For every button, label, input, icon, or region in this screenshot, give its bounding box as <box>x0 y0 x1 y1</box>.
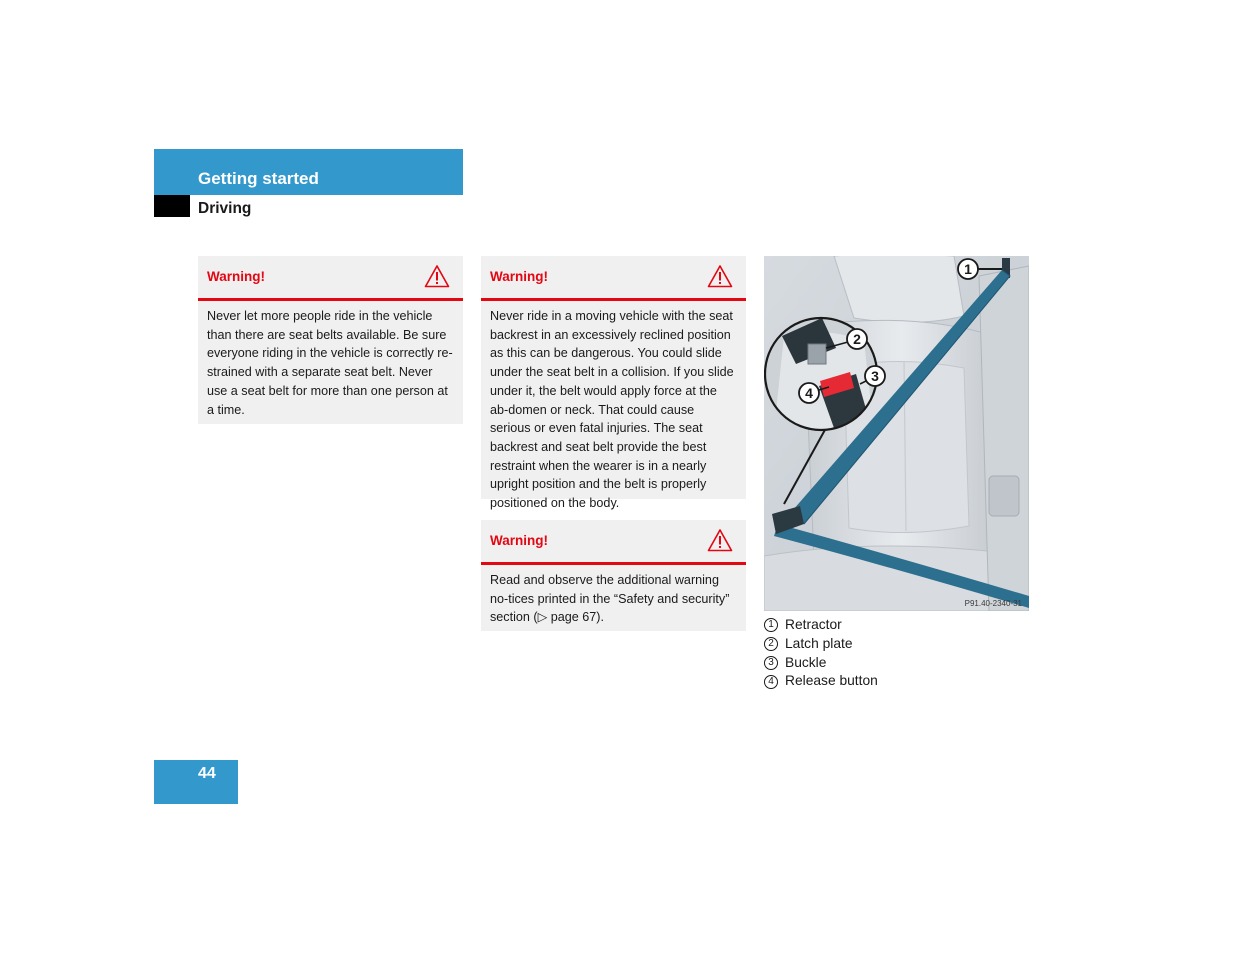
subsection-marker <box>154 195 190 217</box>
legend-label: Retractor <box>785 617 842 632</box>
warning-box-3 <box>481 520 746 631</box>
legend-item <box>764 654 878 673</box>
svg-text:1: 1 <box>964 261 972 277</box>
warning-box-2 <box>481 256 746 511</box>
warning-triangle-icon <box>707 528 733 552</box>
legend-label: Buckle <box>785 654 827 670</box>
warning-text: Read and observe the additional warning no-tices printed in the “Safety and security” section (▷ page 67). <box>490 573 730 625</box>
warning-text: Never let more people ride in the vehicle than there are seat belts available. Be sure everyone riding in the vehicle is correctly re-strained with a separate seat belt. Never use a seat belt for more than one person at a time. <box>207 309 453 417</box>
warning-triangle-icon <box>424 264 450 288</box>
warning-triangle-icon <box>707 264 733 288</box>
warning-header <box>198 256 463 301</box>
legend-item <box>764 672 878 691</box>
seat-belt-illustration <box>764 256 1029 611</box>
warning-text: Never ride in a moving vehicle with the seat backrest in an excessively reclined position as this can be dangerous. You could slide under the seat belt in a collision. If you slide under it, the belt would apply force at the ab-domen or neck. That could cause serious or even fatal injuries. The seat backrest and seat belt provide the best restraint when the wearer is in a nearly upright position and the belt is properly positioned on the body. <box>490 309 734 511</box>
figure-legend <box>764 616 878 691</box>
legend-number: 4 <box>764 675 778 689</box>
page-number-box <box>154 760 238 804</box>
legend-number: 2 <box>764 637 778 651</box>
page-number: 44 <box>198 765 216 782</box>
svg-text:3: 3 <box>871 368 879 384</box>
svg-text:4: 4 <box>805 385 813 401</box>
section-title: Getting started <box>198 169 319 188</box>
warning-header <box>481 520 746 565</box>
legend-item <box>764 616 878 635</box>
subsection-title: Driving <box>198 200 252 217</box>
legend-item <box>764 635 878 654</box>
legend-number: 3 <box>764 656 778 670</box>
warning-title: Warning! <box>207 269 265 284</box>
legend-number: 1 <box>764 618 778 632</box>
warning-title: Warning! <box>490 269 548 284</box>
legend-label: Release button <box>785 673 878 689</box>
figure-code: P91.40-2340-31 <box>964 599 1022 608</box>
svg-text:2: 2 <box>853 331 861 347</box>
warning-header <box>481 256 746 301</box>
warning-title: Warning! <box>490 533 548 548</box>
warning-box-1 <box>198 256 463 424</box>
legend-label: Latch plate <box>785 635 853 651</box>
